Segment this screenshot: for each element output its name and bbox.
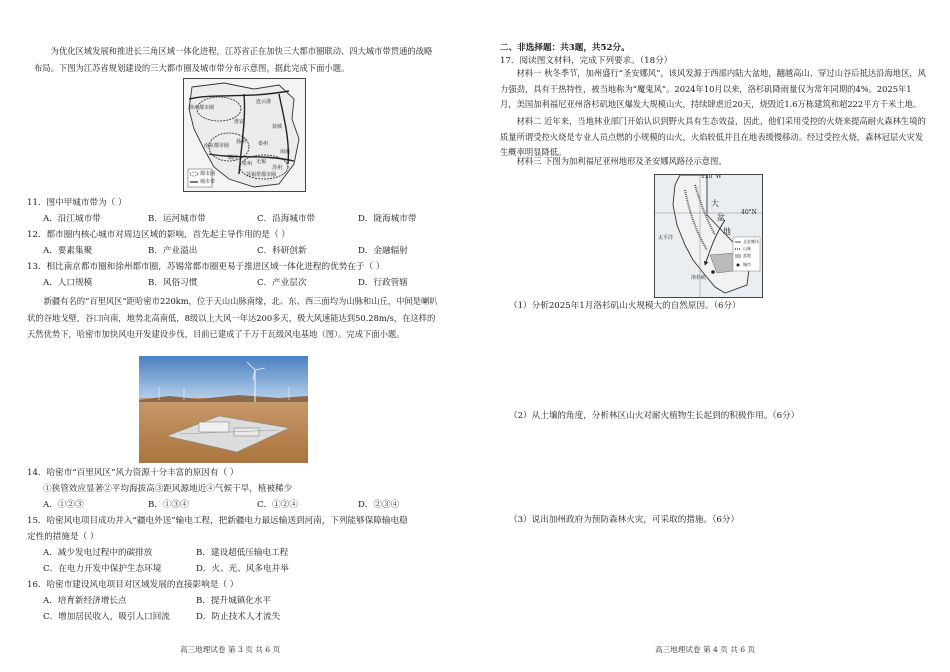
q14-option-c[interactable]: C．①②④: [257, 500, 298, 510]
q12-option-c[interactable]: C．科研创新: [257, 246, 307, 256]
map2-legend-wind: 圣安娜风: [743, 239, 759, 244]
q13-option-d[interactable]: D．行政管辖: [358, 278, 408, 288]
map2-label-pacific: 太平洋: [658, 235, 674, 241]
material-3: 材料三 下图为加利福尼亚州地形及圣安娜风路径示意图。: [516, 156, 727, 166]
map-label-nanjing: 南京都市圈: [204, 143, 230, 149]
map2-legend-mountain: 山脉: [743, 246, 751, 251]
map-label-taizhou: 泰州: [258, 141, 269, 147]
intro2-paragraph: 新疆有名的“百里风区”距哈密市220km，位于天山山脉南缘，北、东、西三面均为山脉和山丘，中间是喇叭状的谷地戈壁，谷口向南，地势北高南低，8级以上大风一年达200多天，极大风速能达到50.28m/s，在这样的天然优势下，哈密市加快风电开发建设步伐，目前已建成了千万千瓦级风电基地（图）。完成下面小题。: [27, 296, 438, 339]
q12-option-b[interactable]: B．产业溢出: [148, 246, 198, 256]
map2-longitude: 120°W: [701, 174, 722, 180]
q14-option-b[interactable]: B．①③④: [148, 500, 189, 510]
map2-latitude: 40°N: [741, 209, 757, 216]
map2-label-da: 大: [711, 199, 719, 208]
q11-option-a[interactable]: A．沿江城市带: [43, 214, 101, 224]
map2-label-pen: 盆: [717, 213, 725, 222]
left-footer: 高三地理试卷 第 3 页 共 6 页: [180, 645, 281, 654]
q16-option-c[interactable]: C．增加居民收入，吸引人口回流: [43, 612, 170, 622]
map-label-huaian: 淮安: [234, 119, 245, 125]
q15-stem-line1: 15．哈密风电项目成功并入“疆电外送”输电工程，把新疆电力最远输送到河南，下列能够保障输电稳: [27, 516, 408, 526]
q12-stem: 12．都市圈内核心城市对周边区域的影响，首先起主导作用的是（ ）: [27, 230, 290, 240]
q14-option-d[interactable]: D．②③④: [358, 500, 400, 510]
map-label-zhenjiang: 镇江: [228, 155, 239, 161]
q13-option-a[interactable]: A．人口规模: [43, 278, 93, 288]
section-heading: 二、非选择题：共3题，共52分。: [500, 43, 630, 53]
california-map: [654, 174, 763, 298]
q16-stem: 16．哈密市建设风电项目对区域发展的直接影响是（ ）: [27, 580, 239, 590]
map2-legend-basin: 盆地: [743, 253, 751, 258]
map-legend-belt: 城市带: [200, 179, 216, 185]
map-label-changzhou: 常州: [242, 161, 253, 167]
sub-question-1: （1）分析2025年1月洛杉矶山火规模大的自然原因。（6分）: [509, 301, 741, 311]
q12-option-a[interactable]: A．要素集聚: [43, 246, 93, 256]
q14-option-a[interactable]: A．①②③: [43, 500, 84, 510]
q15-option-c[interactable]: C．在电力开发中保护生态环境: [43, 564, 162, 574]
intro-paragraph: 为优化区域发展和推进长三角区域一体化进程，江苏省正在加快三大都市圈联动、四大城市带贯通的战略布局。下图为江苏省规划建设的三大都市圈及城市带分布示意图，据此完成下面小题。: [34, 46, 433, 73]
q12-option-d[interactable]: D．金融辐射: [358, 246, 408, 256]
sub-question-2: （2）从土壤的角度，分析林区山火对耐火植物生长起到的积极作用。（6分）: [509, 411, 800, 421]
q16-option-b[interactable]: B．提升城镇化水平: [196, 596, 272, 606]
map-label-wuxi: 无锡: [256, 159, 267, 165]
right-page: [475, 0, 950, 672]
map-label-xuzhou: 徐州都市圈: [189, 105, 215, 111]
wind-farm-photo: [139, 356, 308, 463]
material-1: 材料一 秋冬季节，加州盛行“圣安娜风”，该风发源于西部内陆大盆地，翻越高山、穿过山谷后抵达沿海地区，风力强劲，具有干热特性，被当地称为“魔鬼风”。2024年10月以来，洛杉矶降雨量仅为常年同期的4%。2025年1月，美国加利福尼亚州洛杉矶地区爆发大规模山火，持续肆虐近20天，烧毁近1.6万栋建筑和超222平方千米土地。: [500, 68, 926, 109]
map-legend-metro: 都市圈: [200, 171, 216, 177]
q17-stem: 17．阅读图文材料，完成下列要求。（18分）: [500, 56, 673, 66]
map-label-lianyungang: 连云港: [256, 99, 272, 105]
q13-option-b[interactable]: B．风俗习惯: [148, 278, 198, 288]
q16-option-d[interactable]: D．防止技术人才流失: [196, 612, 281, 622]
material-2: 材料二 近年来，当地林业部门开始认识到野火具有生态效益，因此，他们采用受控的火烧来提高耐火森林生境的质量所谓受控火烧是专业人员点燃的小规模的山火，火焰较低并且在地表缓慢移动。经过受控火烧，森林冠层火灾发生概率明显降低。: [500, 116, 926, 157]
q15-option-a[interactable]: A．减少发电过程中的碳排放: [43, 548, 153, 558]
wind-farm-drawing: [139, 356, 308, 463]
q11-option-b[interactable]: B．运河城市带: [148, 214, 206, 224]
q14-sub: ①狭管效应显著②平均海拔高③距风源地近④气候干旱，植被稀少: [43, 484, 293, 494]
q11-stem: 11．图中甲城市带为（ ）: [27, 198, 127, 208]
q13-stem: 13．相比南京都市圈和徐州都市圈，苏锡常都市圈更易于推进区域一体化进程的优势在于（ ）: [27, 262, 385, 272]
map2-label-losangeles: 洛杉矶: [691, 275, 707, 281]
map-label-yancheng: 盐城: [272, 124, 283, 130]
q15-option-b[interactable]: B．建设超低压输电工程: [196, 548, 289, 558]
q16-option-a[interactable]: A．培育新经济增长点: [43, 596, 127, 606]
q11-option-c[interactable]: C．沿海城市带: [257, 214, 316, 224]
map-label-suzhou: 苏州: [272, 165, 283, 171]
sub-question-3: （3）说出加州政府为预防森林火灾，可采取的措施。（6分）: [509, 515, 740, 525]
q14-stem: 14．哈密市“百里风区”风力资源十分丰富的原因有（ ）: [27, 468, 239, 478]
map2-legend-city: 城市: [743, 262, 751, 267]
q15-option-d[interactable]: D．火、光、风多电并举: [196, 564, 289, 574]
right-footer: 高三地理试卷 第 4 页 共 6 页: [655, 645, 756, 654]
q13-option-c[interactable]: C．产业层次: [257, 278, 307, 288]
jiangsu-map: [183, 78, 306, 192]
map2-label-di: 地: [723, 227, 731, 236]
map-label-nantong: 南通: [280, 149, 291, 155]
q11-option-d[interactable]: D．陇海城市带: [358, 214, 417, 224]
q15-stem-line2: 定性的措施是（ ）: [27, 532, 99, 542]
map-label-yangzhou: 扬州: [236, 139, 247, 145]
map-label-suxichang: 苏锡常都市圈: [246, 172, 277, 178]
